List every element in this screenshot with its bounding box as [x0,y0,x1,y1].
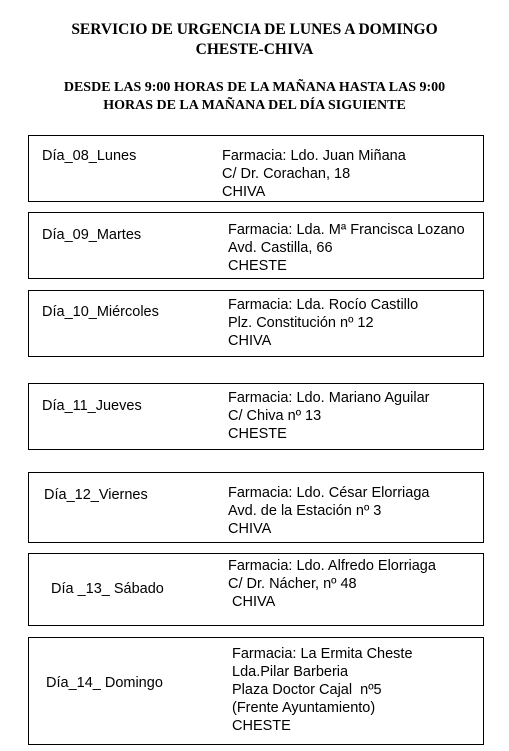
pharmacy-info [228,221,465,275]
pharmacy-info [222,147,406,201]
pharmacy-town: CHIVA [222,184,266,200]
pharmacy-address: Avd. Castilla, 66 [228,240,333,256]
pharmacy-info [228,484,429,538]
schedule-entry-saturday [28,553,484,626]
day-label: Día _13_ Sábado [51,581,164,597]
pharmacy-town: CHESTE [228,258,287,274]
pharmacy-address: C/ Chiva nº 13 [228,408,322,424]
schedule-entry-thursday [28,383,484,450]
pharmacy-address: C/ Dr. Corachan, 18 [222,166,351,182]
pharmacy-info [228,296,418,350]
schedule-entry-wednesday [28,290,484,357]
pharmacy-name: Farmacia: Lda. Mª Francisca Lozano [228,222,465,238]
day-label: Día_08_Lunes [42,148,137,164]
pharmacy-address: Plaza Doctor Cajal nº5 [232,682,382,698]
pharmacy-town: CHIVA [228,333,272,349]
pharmacy-address: Plz. Constitución nº 12 [228,315,374,331]
pharmacy-landmark: (Frente Ayuntamiento) [232,700,376,716]
page-subtitle-line-1: DESDE LAS 9:00 HORAS DE LA MAÑANA HASTA LAS 9:00 [63,80,446,95]
page-title-line-1: SERVICIO DE URGENCIA DE LUNES A DOMINGO [71,21,438,38]
pharmacy-name: Farmacia: Lda. Rocío Castillo [228,297,419,313]
pharmacy-info [228,389,430,443]
pharmacy-name: Farmacia: Ldo. César Elorriaga [228,485,430,501]
day-label: Día_10_Miércoles [42,304,159,320]
pharmacy-name: Farmacia: La Ermita Cheste [232,646,413,662]
pharmacy-info [228,557,436,611]
pharmacy-contact: Lda.Pilar Barberia [232,664,349,680]
schedule-entry-tuesday [28,212,484,279]
schedule-entry-sunday [28,637,484,745]
pharmacy-town: CHESTE [232,718,291,734]
day-label: Día_09_Martes [42,227,142,243]
page-subtitle-line-2: HORAS DE LA MAÑANA DEL DÍA SIGUIENTE [103,98,406,113]
pharmacy-address: Avd. de la Estación nº 3 [228,503,382,519]
pharmacy-name: Farmacia: Ldo. Alfredo Elorriaga [228,558,436,574]
pharmacy-town: CHESTE [228,426,287,442]
page-title-line-2: CHESTE-CHIVA [195,41,314,58]
pharmacy-town: CHIVA [228,594,276,610]
day-label: Día_11_Jueves [42,398,142,414]
pharmacy-name: Farmacia: Ldo. Mariano Aguilar [228,390,430,406]
day-label: Día_12_Viernes [44,487,148,503]
day-label: Día_14_ Domingo [46,675,163,691]
pharmacy-address: C/ Dr. Nácher, nº 48 [228,576,357,592]
pharmacy-info [232,645,413,735]
schedule-entry-monday [28,135,484,202]
pharmacy-town: CHIVA [228,521,272,537]
pharmacy-name: Farmacia: Ldo. Juan Miñana [222,148,406,164]
schedule-entry-friday [28,472,484,543]
